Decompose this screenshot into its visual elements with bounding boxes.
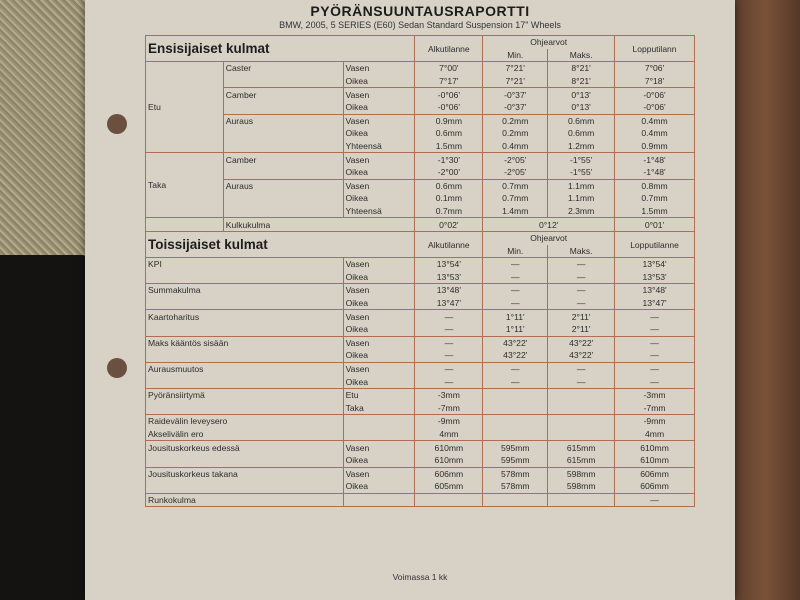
table-row — [146, 192, 695, 205]
axle-label: Etu — [146, 62, 224, 153]
value-cell: 0°13' — [548, 88, 615, 101]
value-cell: — — [615, 323, 695, 336]
value-cell: -1°55' — [548, 166, 615, 179]
side-label: Vasen — [343, 258, 415, 271]
table-row — [146, 441, 695, 454]
value-cell: 0.2mm — [483, 114, 548, 127]
value-cell: 0.4mm — [615, 114, 695, 127]
value-cell: 0.6mm — [548, 114, 615, 127]
table-row — [146, 402, 695, 415]
value-cell: 4mm — [415, 428, 483, 441]
value-cell: 2°11' — [548, 323, 615, 336]
value-cell: 615mm — [548, 441, 615, 454]
punch-hole-icon — [107, 114, 127, 134]
value-cell: -9mm — [415, 415, 483, 428]
col-max: Maks. — [548, 245, 615, 258]
value-cell: — — [415, 310, 483, 323]
row-label: Jousituskorkeus edessä — [146, 441, 344, 454]
secondary-table — [145, 257, 695, 507]
table-row — [146, 140, 695, 153]
value-cell: — — [415, 349, 483, 362]
value-cell — [548, 415, 615, 428]
value-cell: 0.9mm — [415, 114, 483, 127]
row-label — [146, 271, 344, 284]
value-cell: — — [548, 375, 615, 388]
table-row — [146, 271, 695, 284]
table-row — [146, 336, 695, 349]
value-cell: 0.6mm — [415, 127, 483, 140]
side-label: Vasen — [343, 336, 415, 349]
value-cell — [548, 428, 615, 441]
value-cell: 7°18' — [615, 75, 695, 88]
row-label: Kulkukulma — [223, 218, 415, 232]
side-label: Oikea — [343, 349, 415, 362]
value-cell: 0.7mm — [615, 192, 695, 205]
value-cell: 0.1mm — [415, 192, 483, 205]
table-row — [146, 153, 695, 166]
value-cell: 0.8mm — [615, 179, 695, 192]
side-label: Oikea — [343, 192, 415, 205]
value-cell: -2°05' — [483, 153, 548, 166]
wood-background — [730, 0, 800, 600]
value-cell: 43°22' — [483, 336, 548, 349]
row-label: Raidevälin leveysero — [146, 415, 344, 428]
row-label — [146, 297, 344, 310]
value-cell: -2°00' — [415, 166, 483, 179]
side-label — [343, 493, 415, 507]
value-cell: — — [483, 284, 548, 297]
value-cell: 610mm — [415, 441, 483, 454]
section-title: Ensisijaiset kulmat — [146, 36, 415, 62]
secondary-header-row — [146, 231, 695, 244]
vehicle-info: BMW, 2005, 5 SERIES (E60) Sedan Standard Suspension 17" Wheels — [279, 20, 561, 30]
value-cell: 615mm — [548, 454, 615, 467]
value-cell: 1°11' — [483, 310, 548, 323]
value-cell: -0°06' — [615, 88, 695, 101]
side-label: Oikea — [343, 75, 415, 88]
value-cell: -2°05' — [483, 166, 548, 179]
value-cell: 2.3mm — [548, 205, 615, 218]
value-cell: — — [415, 362, 483, 375]
row-label: Caster — [223, 62, 343, 75]
value-cell: 0.7mm — [415, 205, 483, 218]
value-cell: -1°48' — [615, 166, 695, 179]
value-cell: -3mm — [415, 388, 483, 401]
value-cell: -7mm — [615, 402, 695, 415]
value-cell: — — [483, 258, 548, 271]
row-label: Pyöränsiirtymä — [146, 388, 344, 401]
table-row — [146, 297, 695, 310]
report-title: PYÖRÄNSUUNTAUSRAPORTTI — [310, 3, 530, 19]
value-cell: 13°48' — [415, 284, 483, 297]
row-label — [146, 402, 344, 415]
value-cell — [548, 402, 615, 415]
axle-label: Taka — [146, 153, 224, 218]
value-cell: 13°54' — [415, 258, 483, 271]
value-cell: 1.5mm — [615, 205, 695, 218]
value-cell: 13°47' — [615, 297, 695, 310]
value-cell: 7°00' — [415, 62, 483, 75]
value-cell: — — [483, 271, 548, 284]
side-label: Vasen — [343, 467, 415, 480]
table-row — [146, 218, 695, 232]
table-row — [146, 375, 695, 388]
value-cell: -0°06' — [415, 101, 483, 114]
value-cell: — — [483, 375, 548, 388]
value-cell: -0°06' — [615, 101, 695, 114]
side-label — [343, 415, 415, 428]
value-cell: — — [548, 284, 615, 297]
value-cell — [548, 388, 615, 401]
table-row — [146, 62, 695, 75]
alignment-table — [145, 35, 695, 258]
col-spec: Ohjearvot — [483, 231, 615, 244]
row-label — [146, 349, 344, 362]
value-cell — [483, 402, 548, 415]
value-cell: -0°06' — [415, 88, 483, 101]
side-label: Oikea — [343, 454, 415, 467]
table-row — [146, 205, 695, 218]
value-cell: — — [548, 271, 615, 284]
col-before: Alkutilanne — [415, 231, 483, 257]
side-label: Oikea — [343, 297, 415, 310]
col-before: Alkutilanne — [415, 36, 483, 62]
value-cell: 13°48' — [615, 284, 695, 297]
value-cell: 0°02' — [415, 218, 483, 232]
value-cell: 578mm — [483, 467, 548, 480]
value-cell: 13°47' — [415, 297, 483, 310]
value-cell: 8°21' — [548, 62, 615, 75]
value-cell: 0.7mm — [483, 192, 548, 205]
table-row — [146, 323, 695, 336]
value-cell: 610mm — [615, 454, 695, 467]
value-cell: — — [615, 362, 695, 375]
table-row — [146, 493, 695, 507]
table-row — [146, 362, 695, 375]
value-cell: 0.6mm — [548, 127, 615, 140]
value-cell: 43°22' — [548, 336, 615, 349]
value-cell: 606mm — [615, 480, 695, 493]
value-cell: 7°21' — [483, 62, 548, 75]
value-cell — [483, 493, 548, 507]
value-cell: 7°06' — [615, 62, 695, 75]
row-label: Summakulma — [146, 284, 344, 297]
side-label: Vasen — [343, 62, 415, 75]
value-cell: 0.4mm — [483, 140, 548, 153]
value-cell: 1.1mm — [548, 192, 615, 205]
row-label: Auraus — [223, 114, 343, 127]
value-cell: 2°11' — [548, 310, 615, 323]
value-cell: — — [615, 336, 695, 349]
side-label: Vasen — [343, 284, 415, 297]
value-cell: 598mm — [548, 467, 615, 480]
col-spec: Ohjearvot — [483, 36, 615, 49]
value-cell: 1.2mm — [548, 140, 615, 153]
value-cell — [483, 388, 548, 401]
table-row — [146, 258, 695, 271]
row-label: Camber — [223, 153, 343, 166]
row-label: Kaartoharitus — [146, 310, 344, 323]
col-min: Min. — [483, 49, 548, 62]
row-label — [146, 454, 344, 467]
value-cell: 4mm — [615, 428, 695, 441]
section-title: Toissijaiset kulmat — [146, 231, 415, 257]
side-label: Vasen — [343, 114, 415, 127]
value-cell: 0°12' — [483, 218, 615, 232]
value-cell: — — [615, 375, 695, 388]
table-row — [146, 114, 695, 127]
value-cell: 1.4mm — [483, 205, 548, 218]
value-cell — [415, 493, 483, 507]
value-cell: — — [483, 362, 548, 375]
side-label: Oikea — [343, 271, 415, 284]
punch-hole-icon — [107, 358, 127, 378]
value-cell: — — [615, 349, 695, 362]
row-label — [146, 480, 344, 493]
value-cell — [483, 415, 548, 428]
row-label: Runkokulma — [146, 493, 344, 507]
table-row — [146, 127, 695, 140]
value-cell: -9mm — [615, 415, 695, 428]
table-row — [146, 310, 695, 323]
value-cell: — — [415, 323, 483, 336]
value-cell: 43°22' — [483, 349, 548, 362]
side-label: Oikea — [343, 323, 415, 336]
value-cell: 13°53' — [415, 271, 483, 284]
report-footer: Voimassa 1 kk — [392, 572, 448, 582]
value-cell: — — [548, 258, 615, 271]
value-cell: 43°22' — [548, 349, 615, 362]
value-cell: 1°11' — [483, 323, 548, 336]
value-cell: 598mm — [548, 480, 615, 493]
value-cell: — — [548, 297, 615, 310]
value-cell: -3mm — [615, 388, 695, 401]
value-cell: 595mm — [483, 454, 548, 467]
side-label: Oikea — [343, 101, 415, 114]
value-cell: 0.9mm — [615, 140, 695, 153]
row-label: KPI — [146, 258, 344, 271]
value-cell: — — [615, 493, 695, 507]
row-label: Camber — [223, 88, 343, 101]
primary-header-row — [146, 36, 695, 49]
table-row — [146, 388, 695, 401]
table-row — [146, 349, 695, 362]
table-row — [146, 179, 695, 192]
side-label: Vasen — [343, 88, 415, 101]
value-cell: 595mm — [483, 441, 548, 454]
value-cell: 7°21' — [483, 75, 548, 88]
value-cell: 13°54' — [615, 258, 695, 271]
value-cell: -7mm — [415, 402, 483, 415]
side-label — [343, 428, 415, 441]
col-max: Maks. — [548, 49, 615, 62]
value-cell — [548, 493, 615, 507]
value-cell: 0°13' — [548, 101, 615, 114]
value-cell: — — [483, 297, 548, 310]
value-cell: — — [548, 362, 615, 375]
side-label: Etu — [343, 388, 415, 401]
side-label: Oikea — [343, 375, 415, 388]
side-label: Vasen — [343, 362, 415, 375]
value-cell — [483, 428, 548, 441]
value-cell: -1°48' — [615, 153, 695, 166]
table-row — [146, 415, 695, 428]
value-cell: 605mm — [415, 480, 483, 493]
report-header — [145, 0, 695, 30]
side-label: Yhteensä — [343, 205, 415, 218]
side-label: Vasen — [343, 310, 415, 323]
value-cell: 1.1mm — [548, 179, 615, 192]
table-row — [146, 428, 695, 441]
row-label — [146, 375, 344, 388]
row-label: Akselivälin ero — [146, 428, 344, 441]
row-label: Maks kääntös sisään — [146, 336, 344, 349]
value-cell: 8°21' — [548, 75, 615, 88]
value-cell: 606mm — [415, 467, 483, 480]
carpet-background — [0, 0, 95, 260]
row-label: Auraus — [223, 179, 343, 192]
value-cell: -1°30' — [415, 153, 483, 166]
side-label: Oikea — [343, 127, 415, 140]
table-row — [146, 284, 695, 297]
value-cell: 0.7mm — [483, 179, 548, 192]
side-label: Oikea — [343, 480, 415, 493]
col-after: Lopputilann — [615, 36, 695, 62]
side-label: Vasen — [343, 153, 415, 166]
value-cell: — — [615, 310, 695, 323]
col-after: Lopputilanne — [615, 231, 695, 257]
value-cell: -0°37' — [483, 88, 548, 101]
table-row — [146, 454, 695, 467]
value-cell: 610mm — [615, 441, 695, 454]
value-cell: 606mm — [615, 467, 695, 480]
value-cell: 13°53' — [615, 271, 695, 284]
col-min: Min. — [483, 245, 548, 258]
side-label: Taka — [343, 402, 415, 415]
value-cell: — — [415, 375, 483, 388]
value-cell: 7°17' — [415, 75, 483, 88]
row-label — [146, 323, 344, 336]
side-label: Vasen — [343, 179, 415, 192]
value-cell: 578mm — [483, 480, 548, 493]
side-label: Vasen — [343, 441, 415, 454]
table-row — [146, 88, 695, 101]
value-cell: -0°37' — [483, 101, 548, 114]
side-label: Yhteensä — [343, 140, 415, 153]
table-row — [146, 75, 695, 88]
value-cell: — — [415, 336, 483, 349]
value-cell: 0.2mm — [483, 127, 548, 140]
value-cell: 610mm — [415, 454, 483, 467]
value-cell: 1.5mm — [415, 140, 483, 153]
table-row — [146, 101, 695, 114]
value-cell: -1°55' — [548, 153, 615, 166]
row-label: Aurausmuutos — [146, 362, 344, 375]
table-row — [146, 480, 695, 493]
value-cell: 0.4mm — [615, 127, 695, 140]
row-label: Jousituskorkeus takana — [146, 467, 344, 480]
side-label: Oikea — [343, 166, 415, 179]
table-row — [146, 166, 695, 179]
value-cell: 0.6mm — [415, 179, 483, 192]
value-cell: 0°01' — [615, 218, 695, 232]
table-row — [146, 467, 695, 480]
